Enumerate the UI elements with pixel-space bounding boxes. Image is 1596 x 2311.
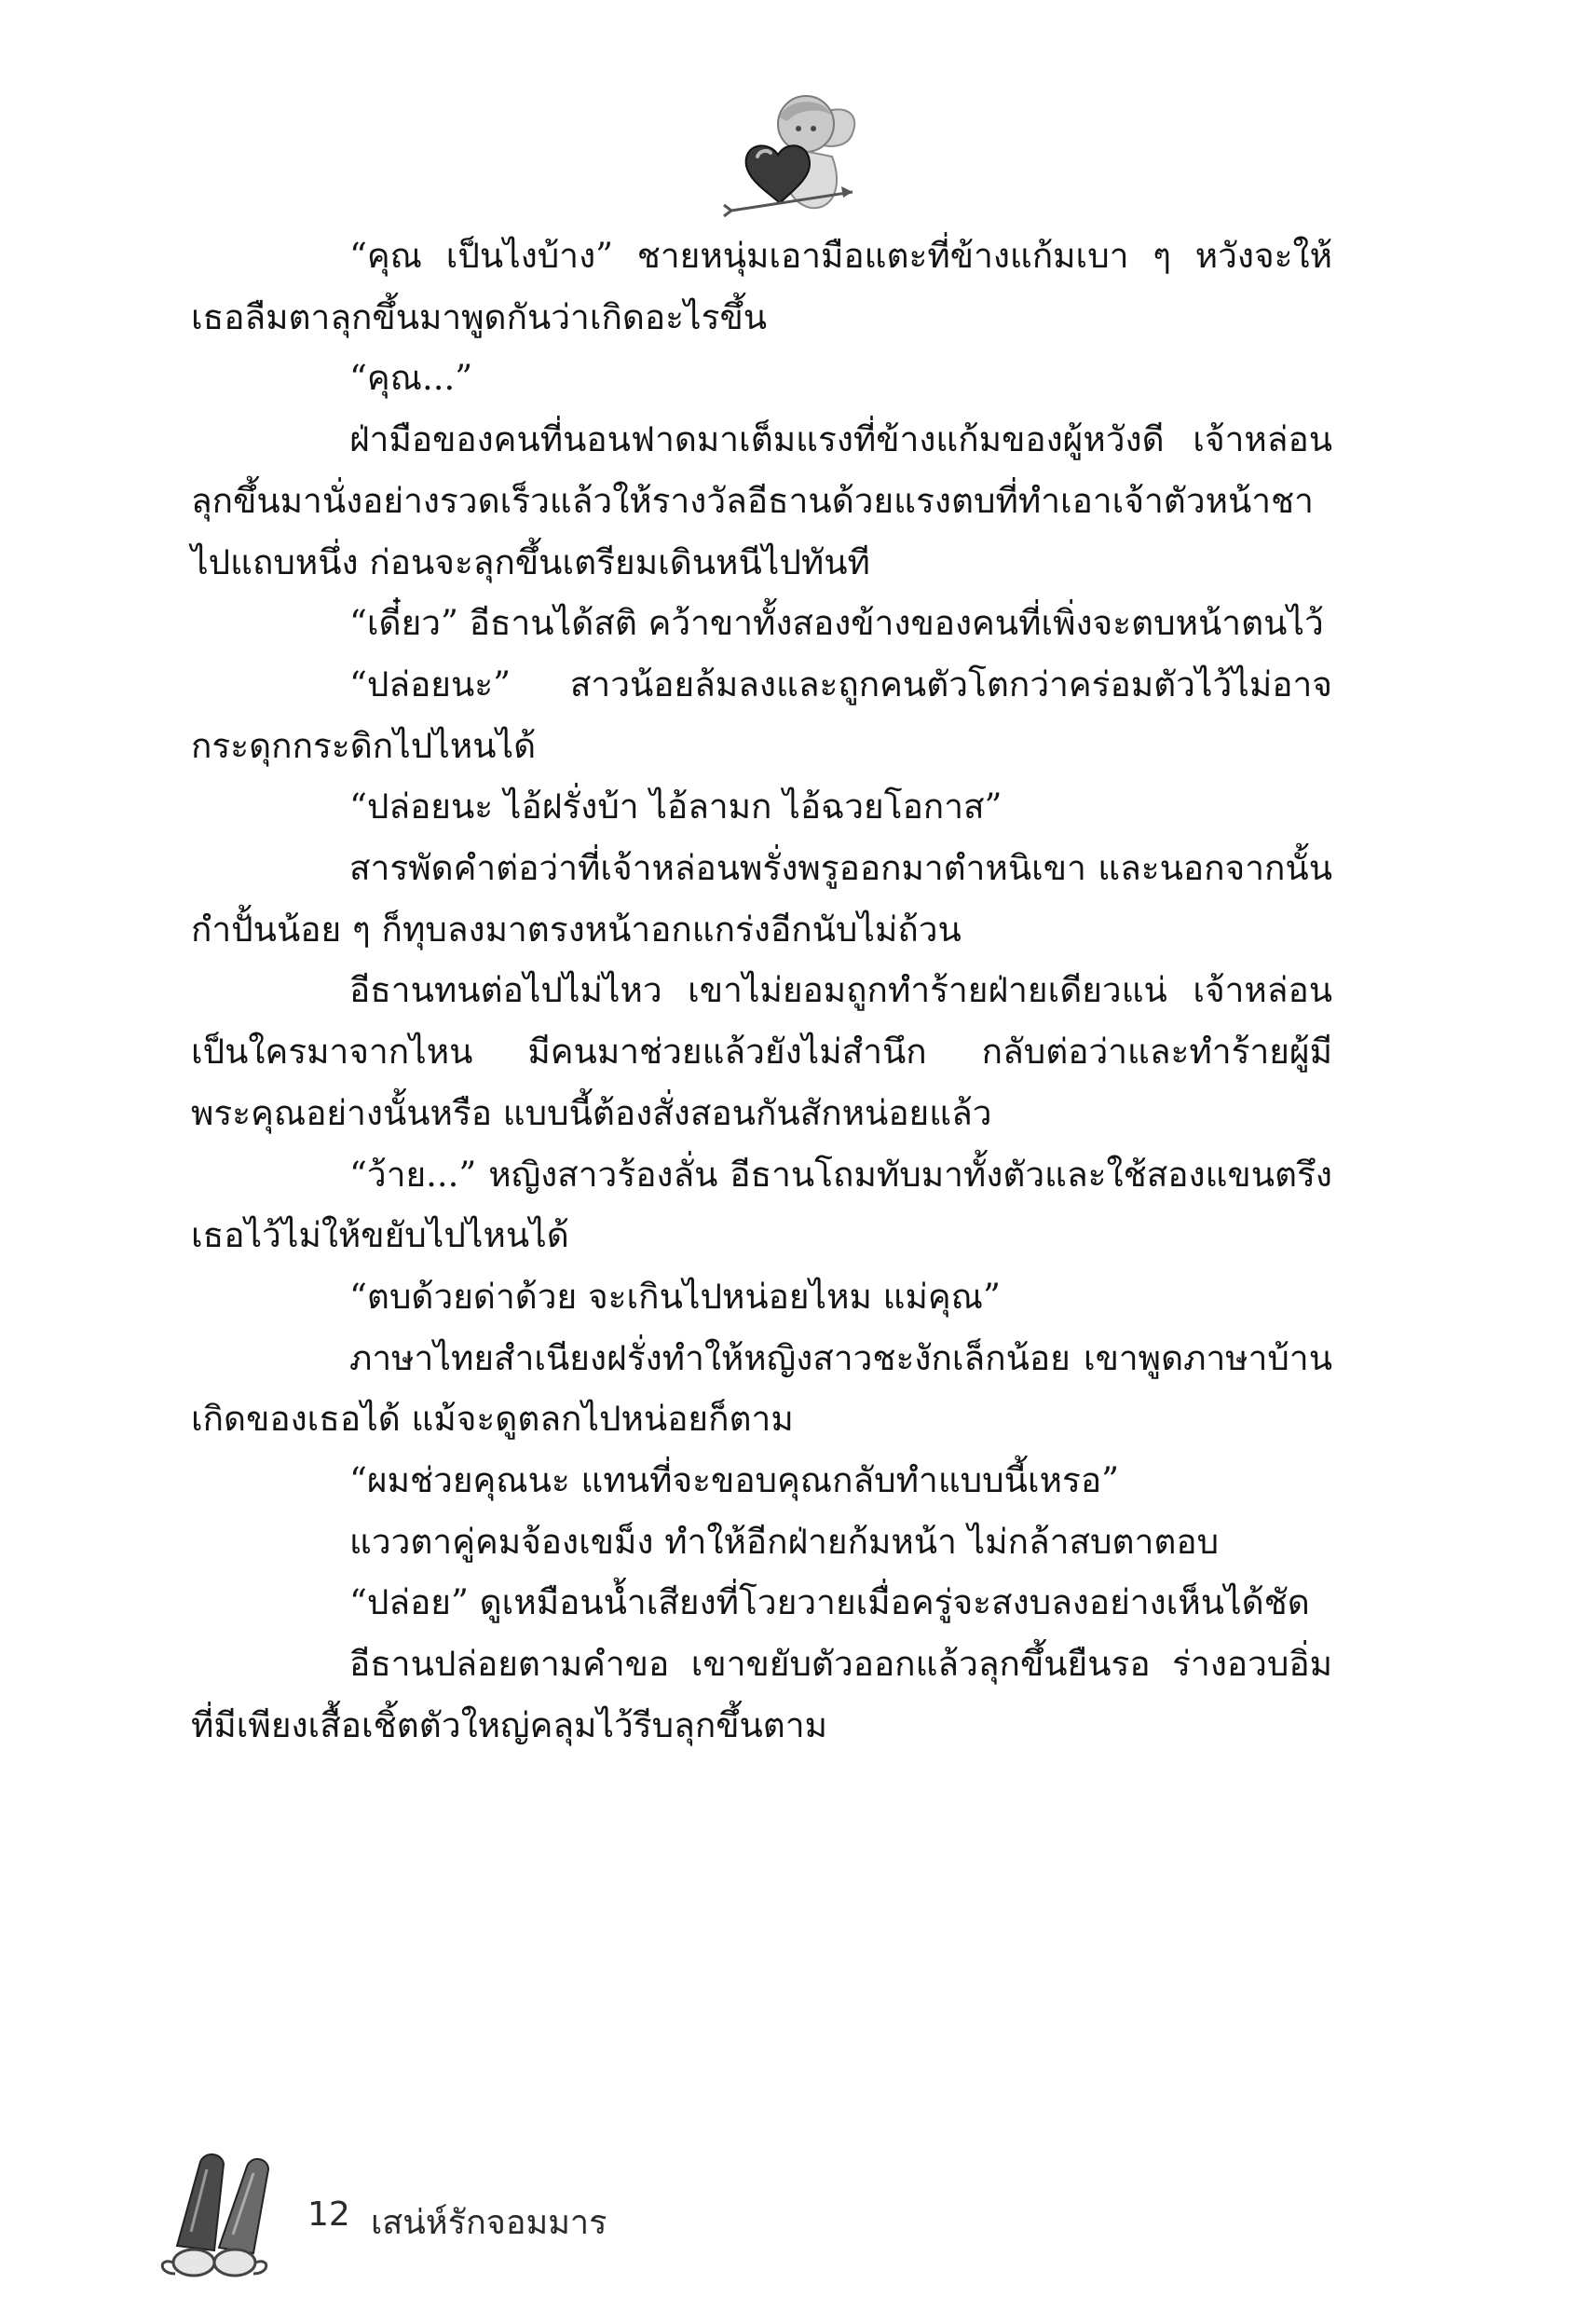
paragraph: “คุณ...” [349, 358, 473, 399]
book-title: เสน่ห์รักจอมมาร [371, 2204, 607, 2242]
diving-fins-and-mask-icon [149, 2143, 307, 2283]
paragraph: “ตบด้วยด่าด้วย จะเกินไปหน่อยไหม แม่คุณ” [349, 1276, 1001, 1317]
paragraph: “ผมช่วยคุณนะ แทนที่จะขอบคุณกลับทำแบบนี้เหรอ” [349, 1460, 1119, 1501]
paragraph: “เดี๋ยว” อีธานได้สติ คว้าขาทั้งสองข้างของคนที่เพิ่งจะตบหน้าตนไว้ [349, 603, 1324, 644]
cupid-with-heart-icon [713, 82, 871, 222]
paragraph: อีธานทนต่อไปไม่ไหว เขาไม่ยอมถูกทำร้ายฝ่ายเดียวแน่ เจ้าหล่อนเป็นใครมาจากไหน มีคนมาช่วยแล้วยังไม่สำนึก กลับต่อว่าและทำร้ายผู้มีพระคุณอย่างนั้นหรือ แบบนี้ต้องสั่งสอนกันสักหน่อยแล้ว [191, 970, 1332, 1133]
page-number: 12 [307, 2195, 350, 2234]
paragraph: ภาษาไทยสำเนียงฝรั่งทำให้หญิงสาวชะงักเล็กน้อย เขาพูดภาษาบ้านเกิดของเธอได้ แม้จะดูตลกไปหน่อยก็ตาม [191, 1337, 1332, 1440]
paragraph: สารพัดคำต่อว่าที่เจ้าหล่อนพรั่งพรูออกมาตำหนิเขา และนอกจากนั้นกำปั้นน้อย ๆ ก็ทุบลงมาตรงหน้าอกแกร่งอีกนับไม่ถ้วน [191, 848, 1332, 950]
paragraph: อีธานปล่อยตามคำขอ เขาขยับตัวออกแล้วลุกขึ้นยืนรอ ร่างอวบอิ่มที่มีเพียงเสื้อเชิ้ตตัวใหญ่คลุมไว้รีบลุกขึ้นตาม [191, 1644, 1332, 1745]
paragraph: แววตาคู่คมจ้องเขม็ง ทำให้อีกฝ่ายก้มหน้า ไม่กล้าสบตาตอบ [349, 1521, 1220, 1562]
paragraph: ฝ่ามือของคนที่นอนฟาดมาเต็มแรงที่ข้างแก้มของผู้หวังดี เจ้าหล่อนลุกขึ้นมานั่งอย่างรวดเร็วแล้วให้รางวัลอีธานด้วยแรงตบที่ทำเอาเจ้าตัวหน้าชาไปแถบหนึ่ง ก่อนจะลุกขึ้นเตรียมเดินหนีไปทันที [191, 419, 1332, 582]
paragraph: “ปล่อย” ดูเหมือนน้ำเสียงที่โวยวายเมื่อครู่จะสงบลงอย่างเห็นได้ชัด [349, 1582, 1310, 1623]
paragraph: “คุณ เป็นไงบ้าง” ชายหนุ่มเอามือแตะที่ข้างแก้มเบา ๆ หวังจะให้เธอลืมตาลุกขึ้นมาพูดกันว่าเกิดอะไรขึ้น [191, 236, 1332, 337]
paragraph: “ปล่อยนะ ไอ้ฝรั่งบ้า ไอ้ลามก ไอ้ฉวยโอกาส” [349, 786, 1003, 827]
page-footer [149, 2143, 708, 2283]
paragraph: “ปล่อยนะ” สาวน้อยล้มลงและถูกคนตัวโตกว่าคร่อมตัวไว้ไม่อาจกระดุกกระดิกไปไหนได้ [191, 663, 1332, 766]
body-text [191, 226, 1332, 1757]
paragraph: “ว้าย...” หญิงสาวร้องลั่น อีธานโถมทับมาทั้งตัวและใช้สองแขนตรึงเธอไว้ไม่ให้ขยับไปไหนได้ [191, 1154, 1332, 1256]
